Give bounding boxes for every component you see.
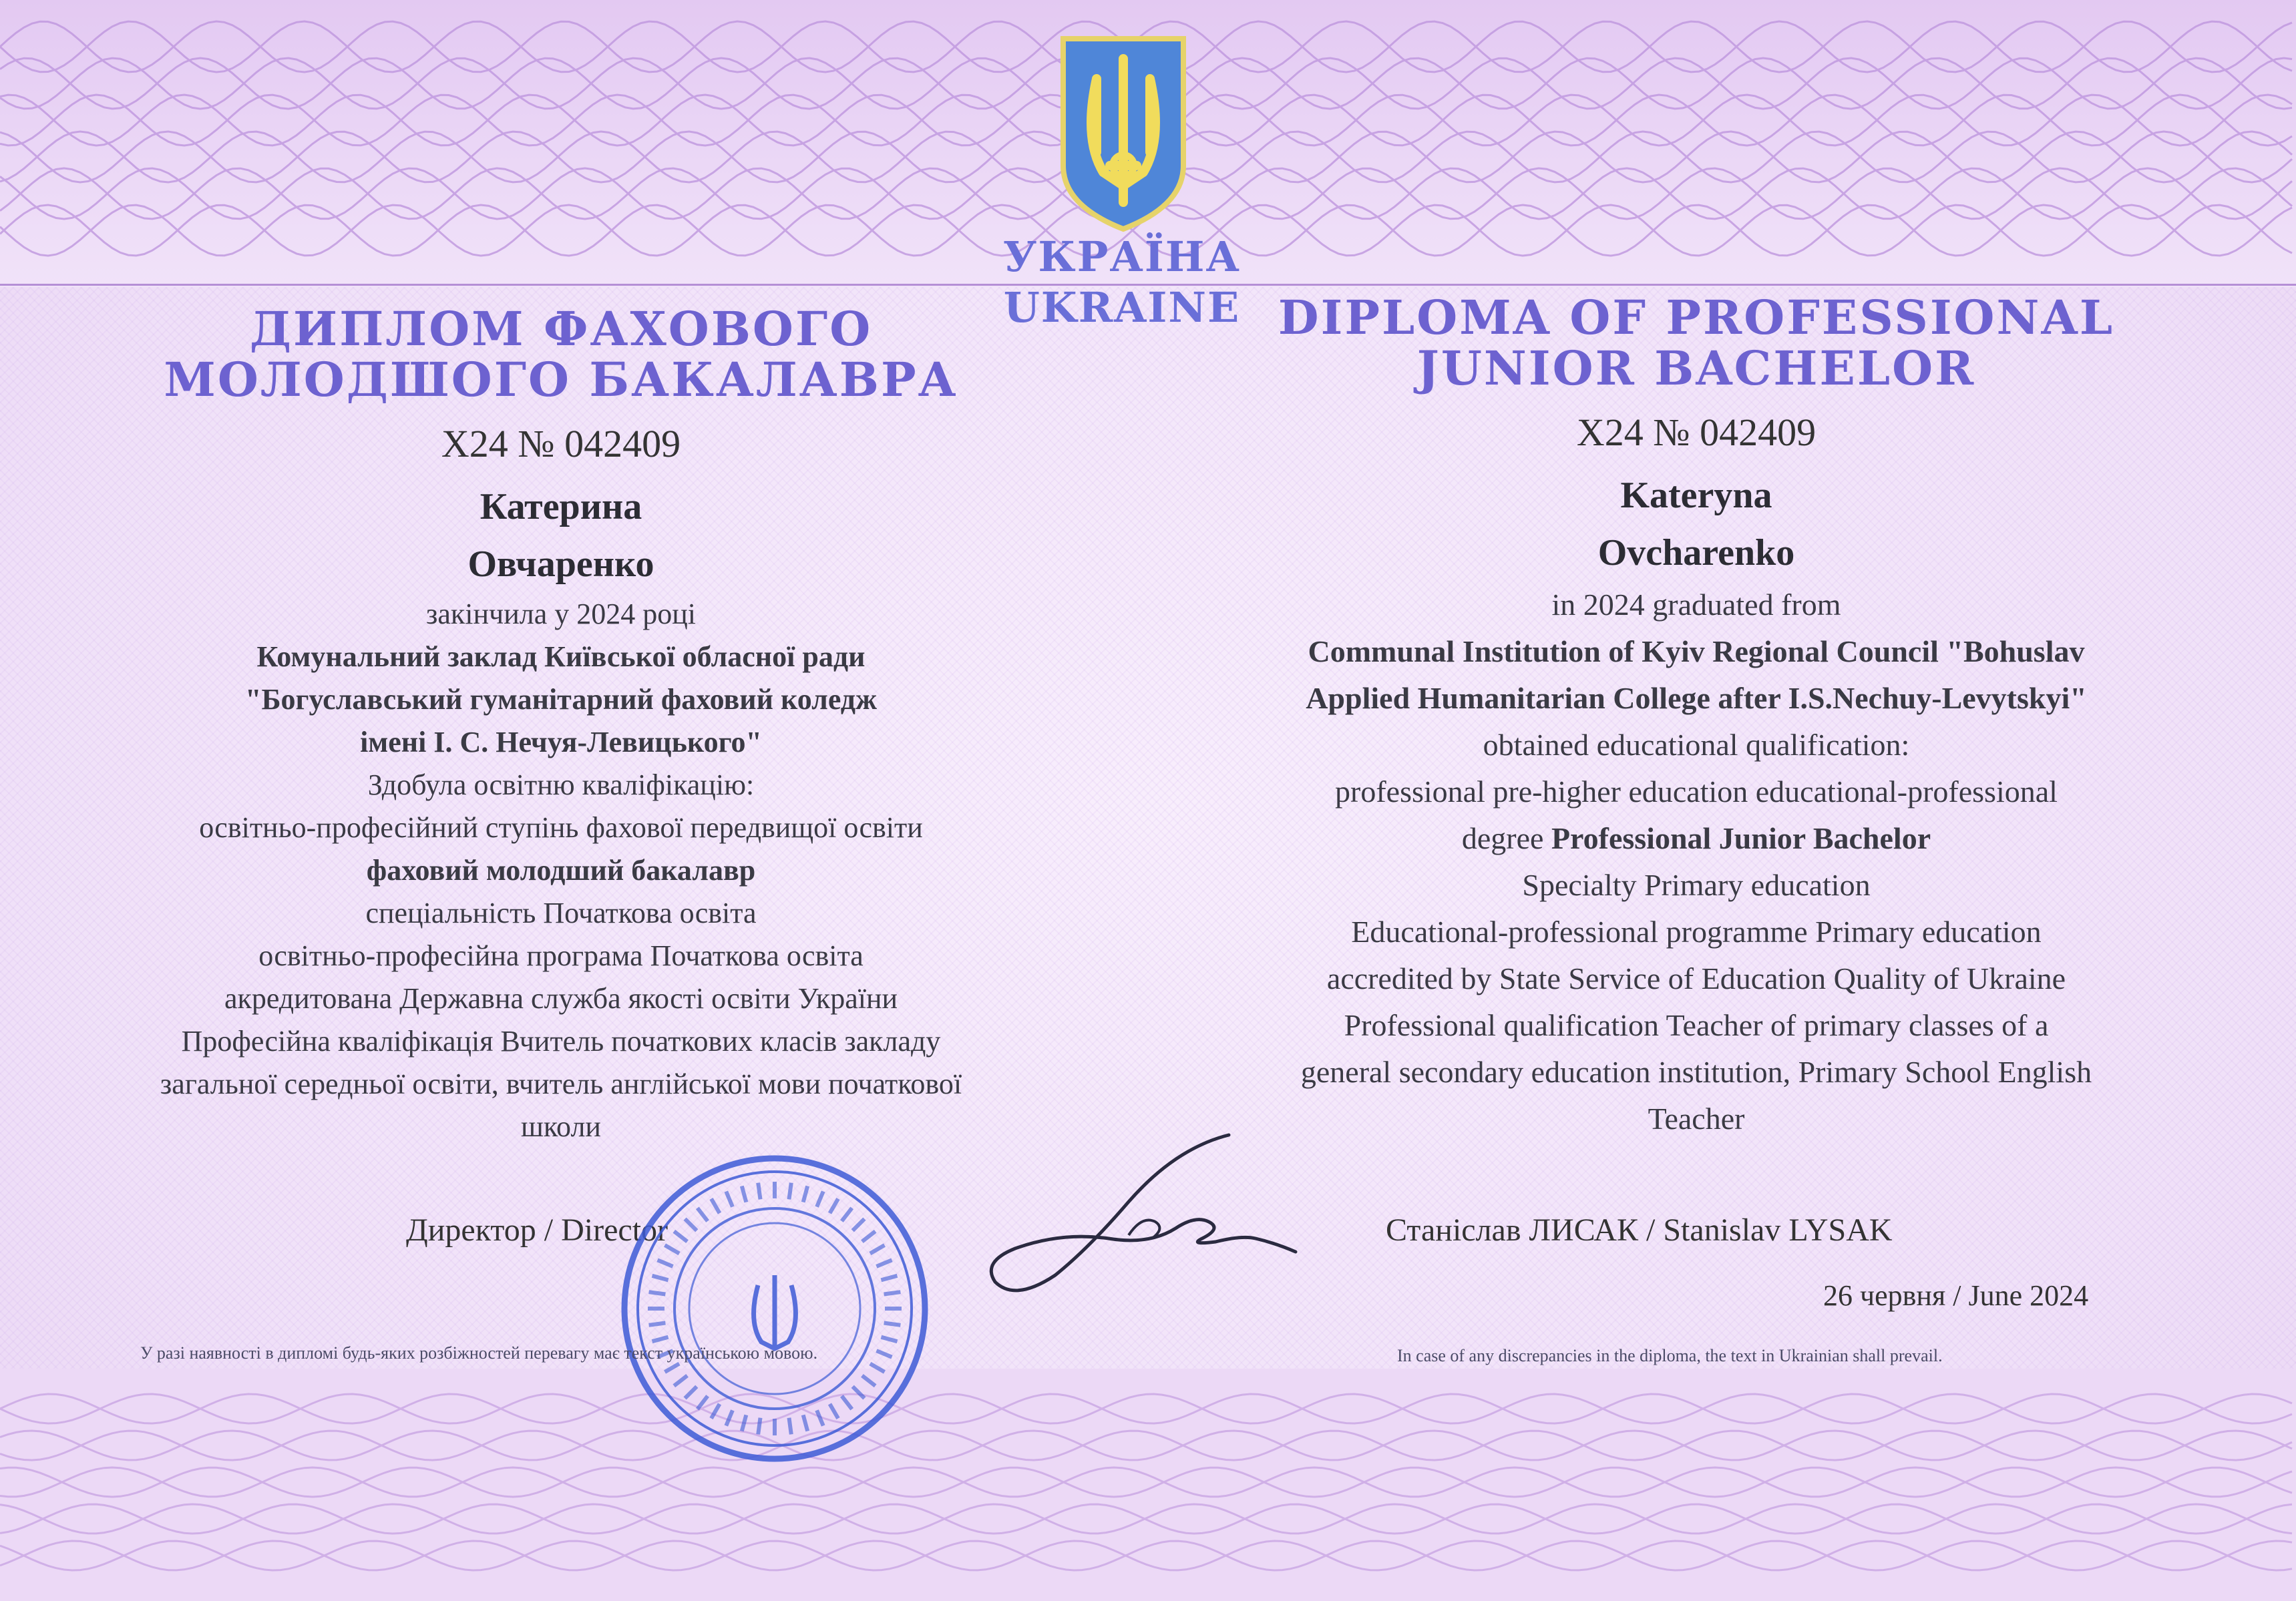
institution-en-line1: Communal Institution of Kyiv Regional Council "Bohuslav [1308,634,2085,668]
accredited-en: accredited by State Service of Education Quality of Ukraine [1326,961,2066,995]
degree-line-en: professional pre-higher education educational-professional [1335,774,2058,809]
graduated-uk: закінчила у 2024 році [426,598,696,630]
trident-coat-of-arms-icon [1057,32,1190,232]
handwritten-signature [975,1122,1322,1309]
qualification-en-line1: Professional qualification Teacher of primary classes of a [1344,1008,2049,1042]
diploma-title-uk-line2: МОЛОДШОГО БАКАЛАВРА [164,352,958,407]
official-stamp [614,1148,935,1469]
institution-uk-line2: "Богуславський гуманітарний фаховий коледж [245,683,877,716]
diploma-title-en-line2: JUNIOR BACHELOR [1416,340,1976,396]
qualification-en-line3: Teacher [1648,1102,1745,1136]
degree-line-uk: освітньо-професійний ступінь фахової передвищої освіти [199,811,923,844]
diploma-number-en: X24 № 042409 [1576,411,1816,454]
qualification-uk-line1: Професійна кваліфікація Вчитель початкових класів закладу [181,1025,941,1058]
director-label: Директор / Director [406,1212,668,1248]
graduated-en: in 2024 graduated from [1551,588,1841,622]
discrepancy-note-uk: У разі наявності в дипломі будь-яких розбіжностей перевагу має текст українською мовою. [140,1343,818,1363]
obtained-uk: Здобула освітню кваліфікацію: [367,768,755,801]
degree-name-uk: фаховий молодший бакалавр [366,854,756,887]
issue-date: 26 червня / June 2024 [1823,1279,2089,1312]
country-name-en: UKRAINE [1003,283,1241,332]
degree-name-en: Professional Junior Bachelor [1551,821,1931,855]
qualification-uk-line2: загальної середньої освіти, вчитель англійської мови початкової [160,1068,962,1100]
qualification-en-line2: general secondary education institution, Primary School English [1300,1055,2092,1089]
ukrainian-column [100,301,1022,1148]
degree-prefix-en: degree [1461,821,1544,855]
guilloche-bottom-band [0,1369,2296,1601]
obtained-en: obtained educational qualification: [1483,728,1910,762]
degree-en [1215,815,2177,862]
institution-en-line2: Applied Humanitarian College after I.S.Nechuy-Levytskyi" [1306,681,2087,715]
institution-uk-line3: імені І. С. Нечуя-Левицького" [360,726,762,758]
first-name-en: Kateryna [1620,475,1772,516]
diploma-number-uk: X24 № 042409 [441,422,681,465]
specialty-en: Specialty Primary education [1522,868,1871,902]
qualification-uk-line3: школи [521,1110,601,1143]
accredited-uk: акредитована Державна служба якості освіти України [224,982,898,1015]
programme-en: Educational-professional programme Primary education [1351,915,2042,949]
last-name-uk: Овчаренко [467,543,654,585]
last-name-en: Ovcharenko [1597,532,1795,574]
first-name-uk: Катерина [480,486,642,527]
english-column [1215,292,2177,1142]
diploma-title-uk-line1: ДИПЛОМ ФАХОВОГО [249,301,873,357]
diploma-title-en-line1: DIPLOMA OF PROFESSIONAL [1278,290,2115,345]
signatory-name: Станіслав ЛИСАК / Stanislav LYSAK [1386,1212,1893,1248]
institution-uk-line1: Комунальний заклад Київської обласної ради [256,640,866,673]
country-name-uk: УКРАЇНА [1003,232,1241,281]
programme-uk: освітньо-професійна програма Початкова освіта [258,939,864,972]
discrepancy-note-en: In case of any discrepancies in the diploma, the text in Ukrainian shall prevail. [1397,1346,1943,1365]
specialty-uk: спеціальність Початкова освіта [365,897,757,929]
